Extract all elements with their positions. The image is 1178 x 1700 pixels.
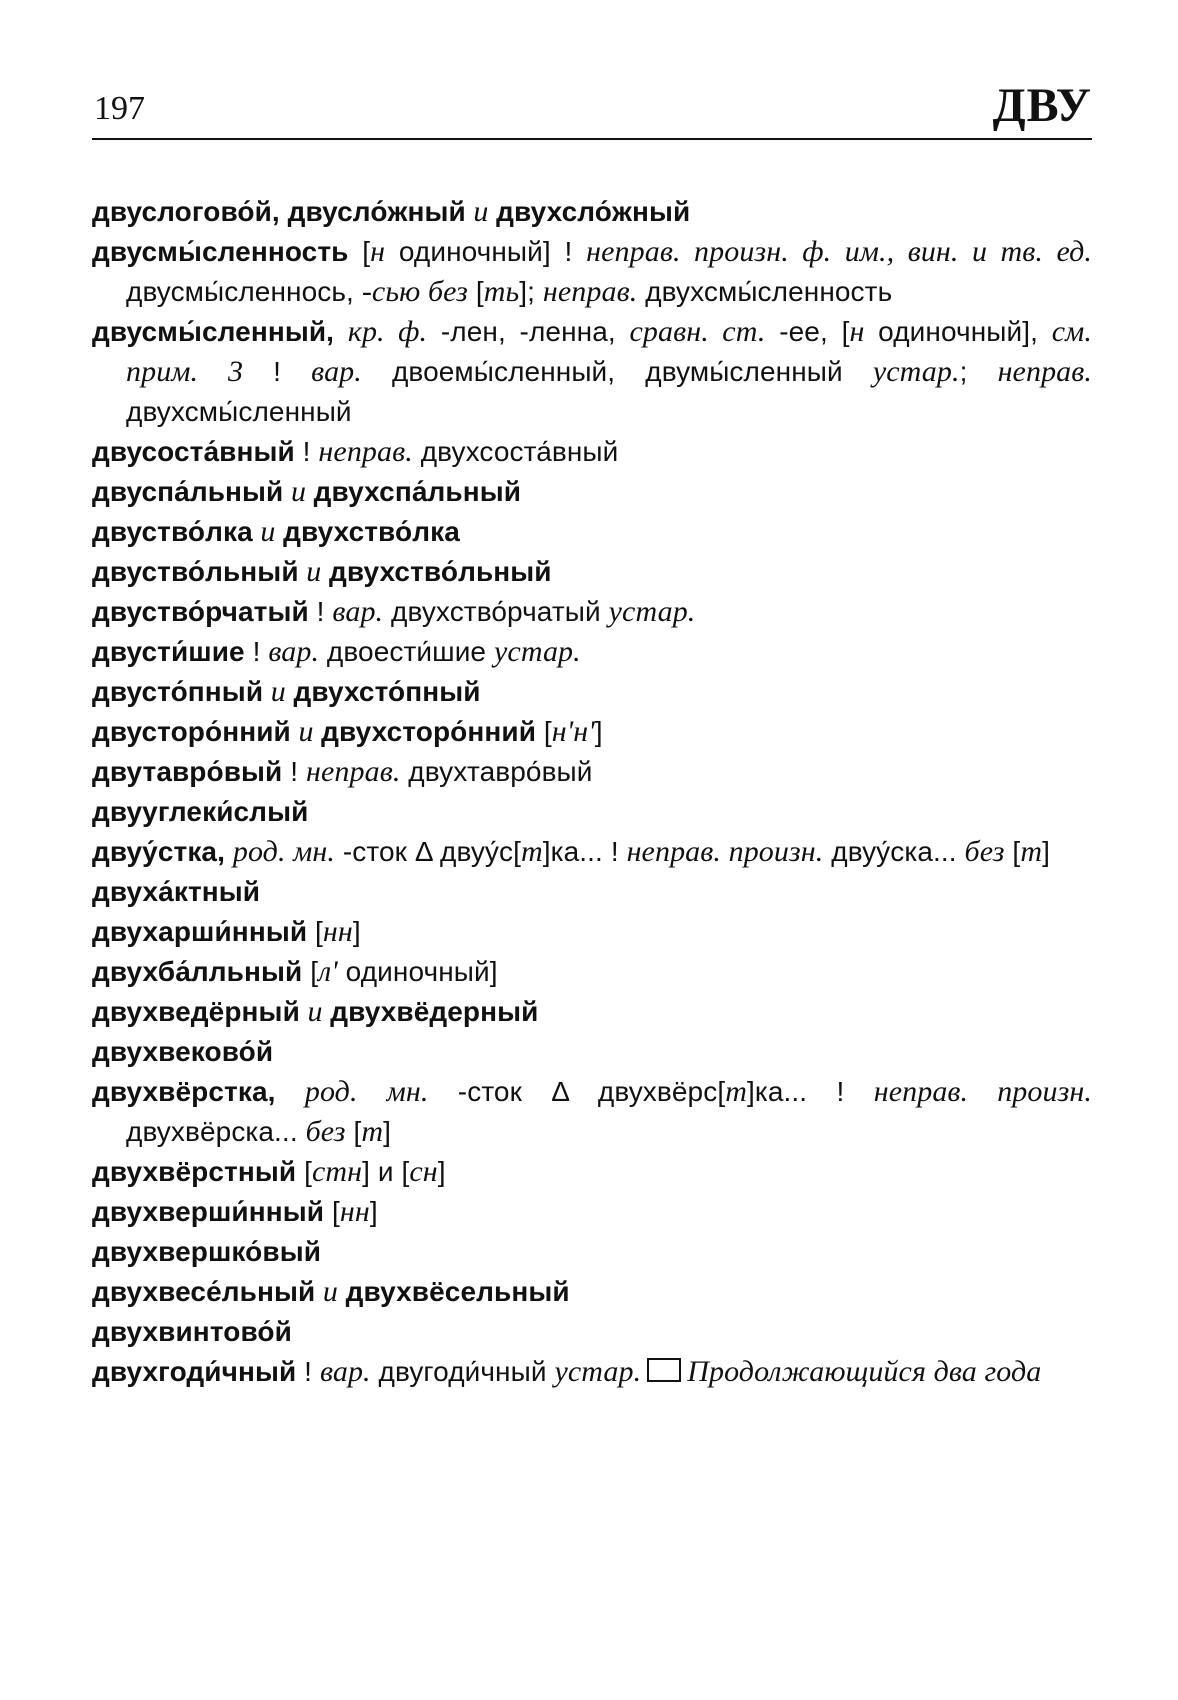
italic-note: устар. xyxy=(608,595,696,628)
entry-text: одиночный] ! xyxy=(385,236,587,267)
entry-text: ! xyxy=(243,356,312,387)
entry-text: ] xyxy=(594,716,603,747)
dictionary-entry xyxy=(92,1192,1092,1232)
entry-list xyxy=(92,192,1092,1392)
headword: двуспа́льный xyxy=(92,476,284,507)
dictionary-entry xyxy=(92,432,1092,472)
entry-text: ] xyxy=(1042,836,1050,867)
italic-note: род. мн. xyxy=(232,835,335,868)
italic-note: т xyxy=(361,1115,384,1148)
page-number: 197 xyxy=(94,90,145,127)
italic-note: устар. xyxy=(872,355,960,388)
italic-note: и xyxy=(290,715,322,748)
headword: двухверши́нный xyxy=(92,1196,325,1227)
entry-text: ]; xyxy=(519,276,543,307)
headword: двуство́рчатый xyxy=(92,596,309,627)
dictionary-entry xyxy=(92,752,1092,792)
dictionary-page xyxy=(92,78,1092,1392)
italic-note: вар. xyxy=(332,595,384,628)
entry-text: ! xyxy=(296,1356,320,1387)
headword: двусмы́сленность xyxy=(92,236,349,267)
entry-text: ]ка... ! xyxy=(542,836,627,867)
italic-note: и xyxy=(298,555,329,588)
entry-text xyxy=(334,316,348,347)
headword: двухвершко́вый xyxy=(92,1236,322,1267)
italic-note: без xyxy=(964,835,1005,868)
dictionary-entry xyxy=(92,912,1092,952)
entry-text: [ xyxy=(324,1196,340,1227)
entry-text: ] xyxy=(383,1116,392,1147)
entry-text: двоести́шие xyxy=(319,636,494,667)
headword: двухвёрстный xyxy=(92,1156,297,1187)
entry-text: одиночный] xyxy=(337,956,498,987)
headword: двухгоди́чный xyxy=(92,1356,297,1387)
italic-note: и xyxy=(263,675,294,708)
headword: двухство́льный xyxy=(328,556,552,587)
headword: двухвеково́й xyxy=(92,1036,274,1067)
entry-text: ] xyxy=(369,1196,378,1227)
italic-note: вар. xyxy=(268,635,320,668)
headword: двуу́стка, xyxy=(92,836,225,867)
headword: двухство́лка xyxy=(283,516,460,547)
headword: двухвёдерный xyxy=(330,996,539,1027)
italic-note: неправ. xyxy=(997,355,1092,388)
running-head: ДВУ xyxy=(992,79,1092,132)
dictionary-entry xyxy=(92,992,1092,1032)
entry-text: ; xyxy=(959,356,998,387)
entry-text: -лен, -ленна, xyxy=(427,316,630,347)
italic-note: кр. ф. xyxy=(347,315,428,348)
dictionary-entry xyxy=(92,872,1092,912)
italic-note: сравн. ст. xyxy=(629,315,766,348)
italic-note: Продолжающийся два года xyxy=(687,1355,1042,1388)
italic-note: неправ. произн. xyxy=(873,1075,1092,1108)
headword: двухсло́жный xyxy=(496,196,691,227)
entry-text: двоемы́сленный, двумы́сленный xyxy=(361,356,873,387)
dictionary-entry xyxy=(92,312,1092,432)
entry-text: [ xyxy=(296,1156,312,1187)
dictionary-entry xyxy=(92,712,1092,752)
italic-note: н xyxy=(370,235,386,268)
headword: двуха́ктный xyxy=(92,876,261,907)
italic-note: и xyxy=(283,475,314,508)
headword: двухсторо́нний xyxy=(321,716,537,747)
italic-note: нн xyxy=(339,1195,370,1228)
italic-note: т xyxy=(1020,835,1043,868)
dictionary-entry xyxy=(92,632,1092,672)
entry-text: ! xyxy=(282,756,306,787)
italic-note: т xyxy=(725,1075,747,1108)
dictionary-entry xyxy=(92,1232,1092,1272)
entry-text xyxy=(225,836,233,867)
italic-note: и xyxy=(465,195,497,228)
dictionary-entry xyxy=(92,1312,1092,1352)
italic-note: -сью без xyxy=(361,275,468,308)
entry-text: двусмы́сленнось, xyxy=(126,276,362,307)
entry-text: двухсмы́сленность xyxy=(637,276,893,307)
italic-note: неправ. xyxy=(306,755,401,788)
italic-note: нʹнʹ xyxy=(551,715,595,748)
italic-note: н xyxy=(849,315,865,348)
entry-text: двухвёрска... xyxy=(126,1116,306,1147)
entry-text: [ xyxy=(345,1116,362,1147)
headword: двусто́пный xyxy=(92,676,264,707)
headword: двухсто́пный xyxy=(293,676,481,707)
italic-note: вар. xyxy=(319,1355,371,1388)
italic-note: неправ. xyxy=(318,435,413,468)
entry-text: двуу́ска... xyxy=(823,836,965,867)
headword: двухвесе́льный xyxy=(92,1276,316,1307)
entry-text: -сток Δ двухвёрс[ xyxy=(428,1076,726,1107)
italic-note: без xyxy=(305,1115,346,1148)
headword: двухвинтово́й xyxy=(92,1316,292,1347)
entry-text: -сток Δ двуу́с[ xyxy=(334,836,522,867)
italic-note: лʹ xyxy=(318,955,338,988)
dictionary-entry xyxy=(92,512,1092,552)
dictionary-entry xyxy=(92,472,1092,512)
entry-text: двухсоста́вный xyxy=(412,436,619,467)
italic-note: и xyxy=(299,995,331,1028)
headword: двусти́шие xyxy=(92,636,245,667)
dictionary-entry xyxy=(92,1072,1092,1152)
headword: двухведёрный xyxy=(92,996,300,1027)
entry-text: [ xyxy=(536,716,552,747)
dictionary-entry xyxy=(92,232,1092,312)
entry-text: [ xyxy=(307,916,323,947)
dictionary-entry xyxy=(92,1352,1092,1392)
headword: двусмы́сленный, xyxy=(92,316,335,347)
definition-marker-icon xyxy=(647,1358,681,1382)
italic-note: устар. xyxy=(554,1355,642,1388)
italic-note: вар. xyxy=(311,355,362,388)
entry-text: двугоди́чный xyxy=(370,1356,555,1387)
entry-text: [ xyxy=(302,956,319,987)
dictionary-entry xyxy=(92,672,1092,712)
entry-text: ]ка... ! xyxy=(746,1076,874,1107)
italic-note: неправ. произн. ф. им., вин. и тв. ед. xyxy=(586,235,1093,268)
entry-text: ! xyxy=(244,636,269,667)
entry-text: двухство́рчатый xyxy=(383,596,609,627)
headword: двууглеки́слый xyxy=(92,796,309,827)
entry-text: ! xyxy=(294,436,319,467)
italic-note: и xyxy=(315,1275,346,1308)
entry-text xyxy=(276,1076,305,1107)
entry-text: [ xyxy=(348,236,371,267)
italic-note: см. прим. 3 xyxy=(126,315,1093,388)
entry-text: ! xyxy=(308,596,333,627)
entry-text: ] и [ xyxy=(362,1156,410,1187)
headword: двухвёрстка, xyxy=(92,1076,276,1107)
italic-note: т xyxy=(521,835,543,868)
headword: двухба́лльный xyxy=(92,956,303,987)
headword: двусторо́нний xyxy=(92,716,291,747)
italic-note: и xyxy=(252,515,284,548)
page-header xyxy=(92,78,1092,140)
dictionary-entry xyxy=(92,792,1092,832)
headword: двутавро́вый xyxy=(92,756,283,787)
italic-note: сн xyxy=(409,1155,438,1188)
dictionary-entry xyxy=(92,1032,1092,1072)
dictionary-entry xyxy=(92,192,1092,232)
headword: двухвёсельный xyxy=(345,1276,570,1307)
entry-text: двухтавро́вый xyxy=(400,756,593,787)
headword: двусоста́вный xyxy=(92,436,295,467)
dictionary-entry xyxy=(92,1152,1092,1192)
headword: двухспа́льный xyxy=(313,476,522,507)
entry-text: -ее, [ xyxy=(765,316,850,347)
italic-note: неправ. xyxy=(542,275,638,308)
dictionary-entry xyxy=(92,1272,1092,1312)
headword: двуство́лка xyxy=(92,516,253,547)
entry-text: ] xyxy=(437,1156,446,1187)
italic-note: нн xyxy=(322,915,353,948)
italic-note: род. мн. xyxy=(304,1075,429,1108)
italic-note: неправ. произн. xyxy=(626,835,824,868)
entry-text: одиночный], xyxy=(864,316,1052,347)
entry-text: двухсмы́сленный xyxy=(126,396,352,427)
dictionary-entry xyxy=(92,552,1092,592)
entry-text: [ xyxy=(1004,836,1021,867)
headword: двухарши́нный xyxy=(92,916,308,947)
dictionary-entry xyxy=(92,592,1092,632)
italic-note: стн xyxy=(311,1155,363,1188)
headword: двуство́льный xyxy=(92,556,299,587)
dictionary-entry xyxy=(92,832,1092,872)
entry-text: ] xyxy=(352,916,361,947)
italic-note: устар. xyxy=(494,635,581,668)
italic-note: mь xyxy=(483,275,520,308)
headword: двуслогово́й, двусло́жный xyxy=(92,196,466,227)
dictionary-entry xyxy=(92,952,1092,992)
entry-text: [ xyxy=(467,276,484,307)
